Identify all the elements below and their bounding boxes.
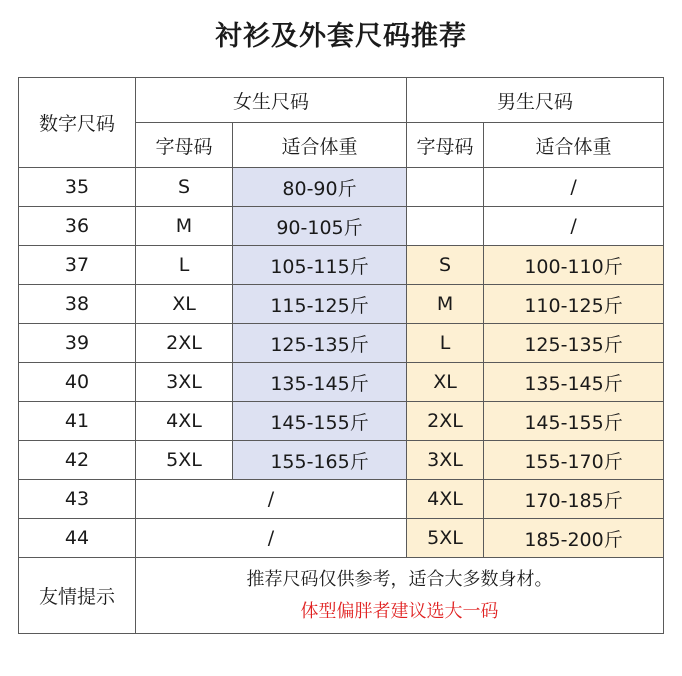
female-merged-cell: / xyxy=(136,519,407,558)
female-letter-cell: M xyxy=(136,207,233,246)
male-weight-cell: 125-135斤 xyxy=(484,324,664,363)
male-letter-cell: 4XL xyxy=(407,480,484,519)
table-row xyxy=(19,207,664,246)
table-row xyxy=(19,363,664,402)
female-weight-cell: 145-155斤 xyxy=(233,402,407,441)
female-weight-cell: 105-115斤 xyxy=(233,246,407,285)
table-row xyxy=(19,324,664,363)
page-title: 衬衫及外套尺码推荐 xyxy=(215,21,467,52)
female-weight-cell: 80-90斤 xyxy=(233,168,407,207)
female-letter-cell: 3XL xyxy=(136,363,233,402)
female-weight-cell: 155-165斤 xyxy=(233,441,407,480)
female-merged-cell: / xyxy=(136,480,407,519)
male-weight-cell: 170-185斤 xyxy=(484,480,664,519)
note-content xyxy=(136,558,664,634)
male-letter-cell: S xyxy=(407,246,484,285)
female-size-header: 女生尺码 xyxy=(136,78,407,123)
number-size-header: 数字尺码 xyxy=(19,78,136,168)
male-letter-cell: L xyxy=(407,324,484,363)
table-row xyxy=(19,519,664,558)
table-row xyxy=(19,480,664,519)
female-weight-cell: 115-125斤 xyxy=(233,285,407,324)
male-weight-cell: / xyxy=(484,168,664,207)
number-size-cell: 36 xyxy=(19,207,136,246)
female-letter-cell: XL xyxy=(136,285,233,324)
male-weight-cell: 100-110斤 xyxy=(484,246,664,285)
table-row xyxy=(19,441,664,480)
male-size-header: 男生尺码 xyxy=(407,78,664,123)
male-letter-cell: 2XL xyxy=(407,402,484,441)
number-size-cell: 38 xyxy=(19,285,136,324)
header-row xyxy=(19,78,664,123)
female-letter-cell: L xyxy=(136,246,233,285)
male-letter-cell xyxy=(407,207,484,246)
female-letter-cell: 5XL xyxy=(136,441,233,480)
male-letter-header: 字母码 xyxy=(407,123,484,168)
male-weight-cell: / xyxy=(484,207,664,246)
male-letter-cell: M xyxy=(407,285,484,324)
number-size-cell: 39 xyxy=(19,324,136,363)
table-row xyxy=(19,285,664,324)
female-letter-header: 字母码 xyxy=(136,123,233,168)
table-row xyxy=(19,246,664,285)
number-size-cell: 40 xyxy=(19,363,136,402)
number-size-cell: 43 xyxy=(19,480,136,519)
female-letter-cell: 4XL xyxy=(136,402,233,441)
number-size-cell: 35 xyxy=(19,168,136,207)
female-weight-cell: 125-135斤 xyxy=(233,324,407,363)
size-chart-table xyxy=(18,77,664,634)
female-weight-header: 适合体重 xyxy=(233,123,407,168)
female-letter-cell: 2XL xyxy=(136,324,233,363)
male-weight-header: 适合体重 xyxy=(484,123,664,168)
male-letter-cell: 5XL xyxy=(407,519,484,558)
note-line-1: 推荐尺码仅供参考，适合大多数身材。 xyxy=(246,568,553,590)
male-weight-cell: 185-200斤 xyxy=(484,519,664,558)
table-row xyxy=(19,168,664,207)
male-weight-cell: 155-170斤 xyxy=(484,441,664,480)
number-size-cell: 44 xyxy=(19,519,136,558)
female-letter-cell: S xyxy=(136,168,233,207)
male-weight-cell: 145-155斤 xyxy=(484,402,664,441)
male-letter-cell: XL xyxy=(407,363,484,402)
male-weight-cell: 135-145斤 xyxy=(484,363,664,402)
note-label: 友情提示 xyxy=(19,558,136,634)
male-letter-cell xyxy=(407,168,484,207)
table-row xyxy=(19,402,664,441)
number-size-cell: 41 xyxy=(19,402,136,441)
female-weight-cell: 90-105斤 xyxy=(233,207,407,246)
note-line-2: 体型偏胖者建议选大一码 xyxy=(300,600,499,622)
number-size-cell: 37 xyxy=(19,246,136,285)
number-size-cell: 42 xyxy=(19,441,136,480)
male-weight-cell: 110-125斤 xyxy=(484,285,664,324)
note-row xyxy=(19,558,664,634)
male-letter-cell: 3XL xyxy=(407,441,484,480)
female-weight-cell: 135-145斤 xyxy=(233,363,407,402)
